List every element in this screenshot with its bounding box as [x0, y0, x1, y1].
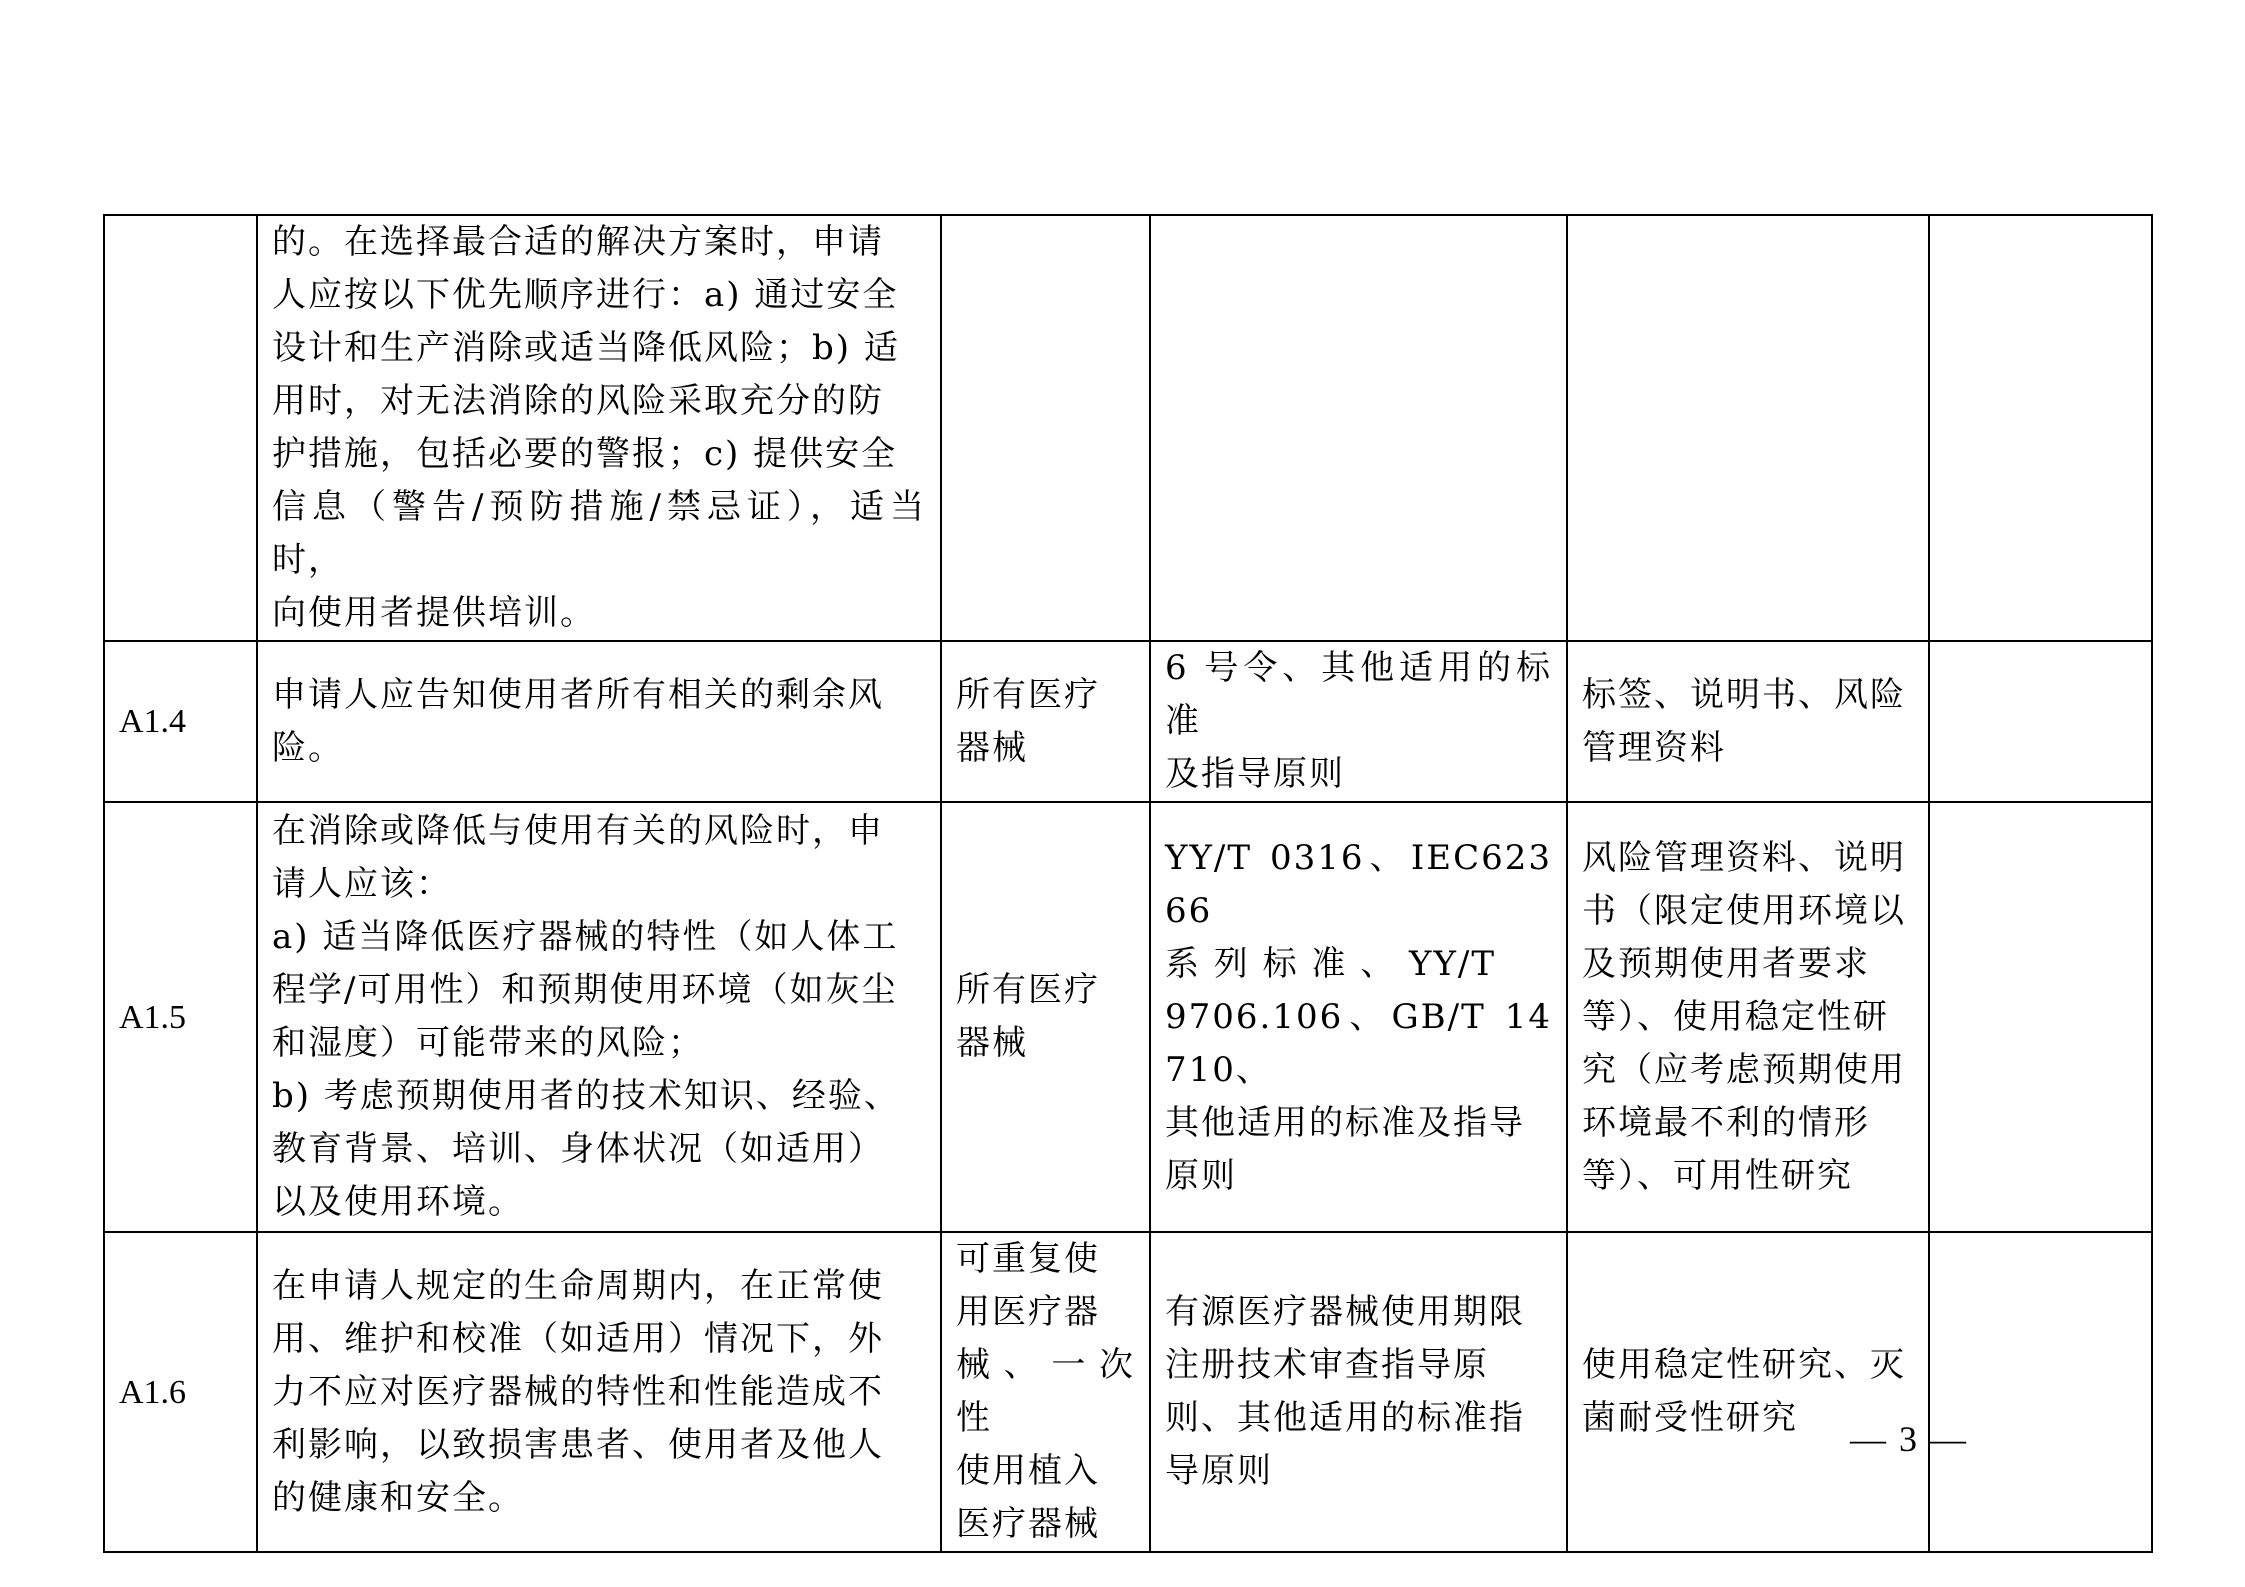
requirement-cell: [257, 641, 941, 802]
methods-line: 导原则: [1165, 1451, 1273, 1491]
requirement-line: 信息（警告/预防措施/禁忌证），适当时，: [272, 487, 926, 580]
clause-code: A1.4: [104, 641, 257, 802]
applicable-cell: [941, 1232, 1150, 1552]
requirement-line: 在申请人规定的生命周期内，在正常使: [272, 1265, 884, 1306]
requirement-cell: [257, 215, 941, 641]
table-row: [104, 215, 2152, 641]
page-number: — 3 —: [1850, 1419, 1968, 1459]
evidence-line: 管理资料: [1582, 727, 1726, 768]
applicable-line: 可重复使: [956, 1239, 1100, 1279]
applicable-line: 所有医疗: [956, 674, 1100, 715]
applicable-line: 械、一次性: [956, 1345, 1135, 1438]
evidence-cell: [1567, 802, 1929, 1232]
notes-cell: [1929, 802, 2152, 1232]
applicable-line: 医疗器械: [956, 1504, 1100, 1544]
methods-line: 则、其他适用的标准指: [1165, 1398, 1525, 1438]
methods-line: 有源医疗器械使用期限: [1165, 1292, 1525, 1332]
requirement-line: 用、维护和校准（如适用）情况下，外: [272, 1318, 884, 1359]
evidence-line: 书（限定使用环境以: [1582, 890, 1906, 931]
requirement-cell: [257, 802, 941, 1232]
requirement-line: 和湿度）可能带来的风险；: [272, 1023, 704, 1063]
clause-code: A1.5: [104, 802, 257, 1232]
requirement-line: a) 适当降低医疗器械的特性（如人体工: [272, 917, 899, 957]
notes-cell: [1929, 641, 2152, 802]
clause-code: A1.6: [104, 1232, 257, 1552]
evidence-line: 标签、说明书、风险: [1582, 674, 1906, 715]
methods-line: 原则: [1165, 1155, 1237, 1196]
evidence-line: 等）、使用稳定性研: [1582, 996, 1889, 1037]
evidence-cell: [1567, 1232, 1929, 1552]
notes-cell: [1929, 1232, 2152, 1552]
requirement-line: 人应按以下优先顺序进行：a) 通过安全: [272, 275, 899, 315]
requirement-line: 设计和生产消除或适当降低风险；b) 适: [272, 328, 900, 368]
applicable-cell: [941, 215, 1150, 641]
requirement-line: 教育背景、培训、身体状况（如适用）: [272, 1129, 884, 1169]
evidence-line: 使用稳定性研究、灭: [1582, 1345, 1906, 1385]
evidence-line: 菌耐受性研究: [1582, 1398, 1798, 1438]
requirement-line: 在消除或降低与使用有关的风险时，申: [272, 811, 884, 851]
requirement-line: 用时，对无法消除的风险采取充分的防: [272, 381, 884, 421]
table-row: [104, 1232, 2152, 1552]
methods-line: 系 列 标 准 、 YY/T: [1165, 943, 1497, 984]
requirement-line: 程学/可用性）和预期使用环境（如灰尘: [272, 970, 898, 1010]
evidence-cell: [1567, 641, 1929, 802]
requirement-line: b) 考虑预期使用者的技术知识、经验、: [272, 1076, 900, 1116]
requirement-cell: [257, 1232, 941, 1552]
evidence-line: 及预期使用者要求: [1582, 943, 1870, 984]
requirement-line: 以及使用环境。: [272, 1182, 524, 1222]
table-row: [104, 641, 2152, 802]
applicable-cell: [941, 802, 1150, 1232]
methods-line: 9706.106、GB/T 14710、: [1165, 996, 1552, 1090]
requirement-line: 的。在选择最合适的解决方案时，申请: [272, 222, 884, 262]
requirement-line: 力不应对医疗器械的特性和性能造成不: [272, 1371, 884, 1412]
methods-cell: [1150, 641, 1567, 802]
evidence-line: 风险管理资料、说明: [1582, 837, 1906, 878]
applicable-line: 所有医疗: [956, 970, 1100, 1010]
requirement-line: 向使用者提供培训。: [272, 593, 596, 633]
requirement-line: 护措施，包括必要的警报；c) 提供安全: [272, 434, 898, 474]
methods-line: 及指导原则: [1165, 754, 1345, 794]
requirements-table: [103, 214, 2153, 1553]
methods-line: 6 号令、其他适用的标准: [1165, 648, 1552, 741]
methods-line: YY/T 0316、IEC62366: [1165, 837, 1552, 931]
requirement-line: 利影响，以致损害患者、使用者及他人: [272, 1424, 884, 1465]
evidence-line: 环境最不利的情形: [1582, 1102, 1870, 1143]
notes-cell: [1929, 215, 2152, 641]
applicable-cell: [941, 641, 1150, 802]
requirement-line: 请人应该：: [272, 864, 452, 904]
table-row: [104, 802, 2152, 1232]
applicable-line: 使用植入: [956, 1451, 1100, 1491]
applicable-line: 器械: [956, 727, 1028, 768]
methods-line: 其他适用的标准及指导: [1165, 1102, 1525, 1143]
applicable-line: 器械: [956, 1023, 1028, 1063]
methods-cell: [1150, 802, 1567, 1232]
requirement-line: 的健康和安全。: [272, 1477, 524, 1518]
methods-cell: [1150, 1232, 1567, 1552]
requirement-line: 险。: [272, 727, 344, 768]
methods-cell: [1150, 215, 1567, 641]
requirement-line: 申请人应告知使用者所有相关的剩余风: [272, 674, 884, 715]
evidence-line: 究（应考虑预期使用: [1582, 1049, 1906, 1090]
evidence-line: 等）、可用性研究: [1582, 1155, 1853, 1196]
clause-code: [104, 215, 257, 641]
methods-line: 注册技术审查指导原: [1165, 1345, 1489, 1385]
applicable-line: 用医疗器: [956, 1292, 1100, 1332]
evidence-cell: [1567, 215, 1929, 641]
